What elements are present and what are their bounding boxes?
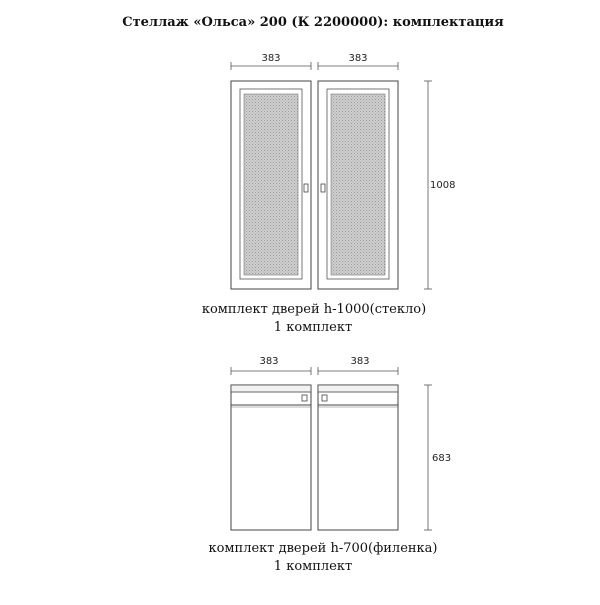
set-caption: комплект дверей h-700(филенка): [208, 541, 438, 556]
panel-door-left: [231, 385, 311, 530]
height-label: 683: [432, 453, 452, 464]
set-quantity: 1 комплект: [273, 559, 353, 574]
set-quantity: 1 комплект: [273, 320, 353, 335]
height-label: 1008: [430, 180, 456, 191]
glass-door-right: [318, 81, 398, 289]
width-label-right: 383: [348, 53, 368, 64]
door-handle-icon: [304, 184, 308, 192]
dimension-width-right: [318, 367, 398, 375]
door-set-glass: [202, 53, 456, 335]
page-title: Стеллаж «Ольса» 200 (К 2200000): комплектация: [122, 15, 504, 30]
dimension-width-left: [231, 367, 311, 375]
door-handle-icon: [322, 395, 327, 401]
door-set-panel: [208, 356, 451, 574]
width-label-left: 383: [259, 356, 279, 367]
door-handle-icon: [302, 395, 307, 401]
width-label-right: 383: [350, 356, 370, 367]
door-handle-icon: [321, 184, 325, 192]
width-label-left: 383: [261, 53, 281, 64]
set-caption: комплект дверей h-1000(стекло): [201, 302, 427, 317]
dimension-height: [424, 385, 432, 530]
panel-door-right: [318, 385, 398, 530]
glass-door-left: [231, 81, 311, 289]
